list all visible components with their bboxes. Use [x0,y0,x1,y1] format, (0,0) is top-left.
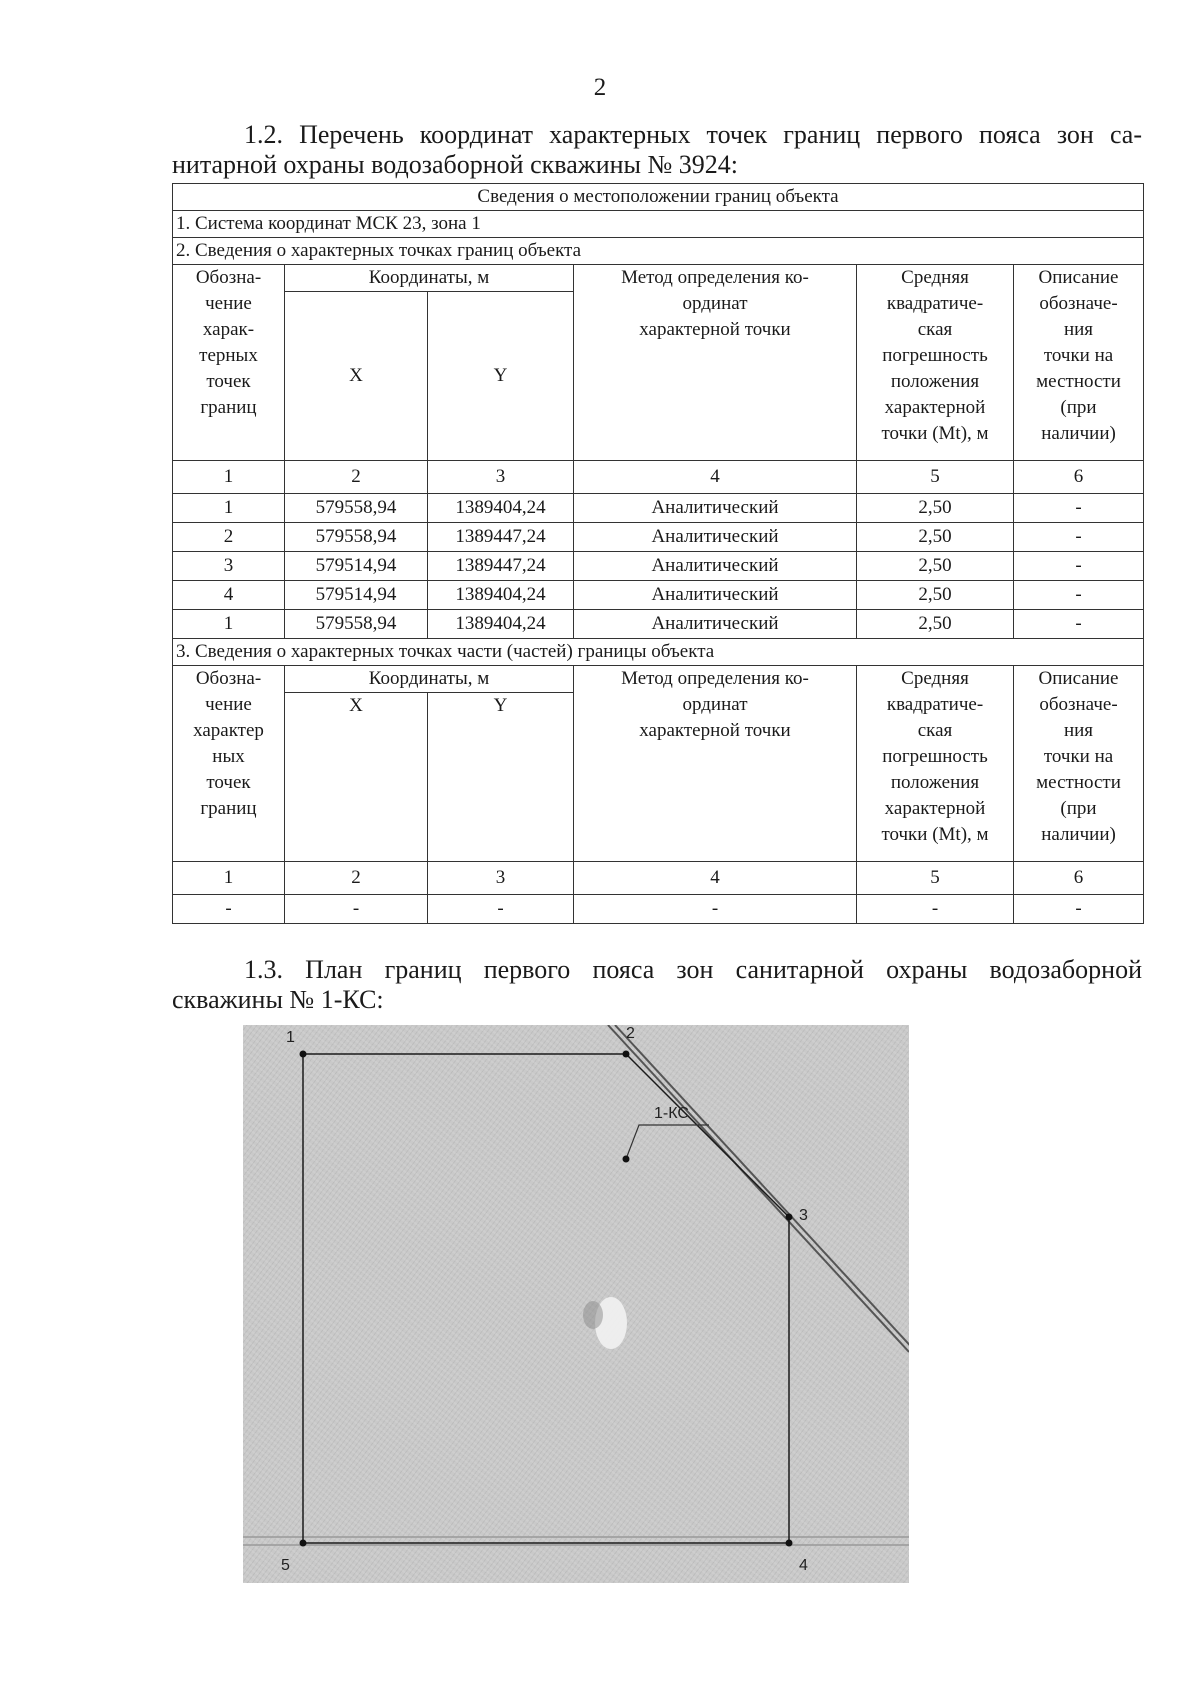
point-label-1: 1 [286,1029,295,1046]
table-row: 3 579514,94 1389447,24 Аналитический 2,50 - [173,552,1144,581]
page-number: 2 [593,74,607,101]
header-x: X [285,693,428,862]
header-x: X [285,292,428,461]
boundary-point-4 [786,1540,793,1547]
header-description: Описание обозначе- ния точки на местности (при наличии) [1014,265,1144,461]
point-label-3: 3 [799,1207,808,1224]
column-number-row: 1 2 3 4 5 6 [173,461,1144,494]
heading-line: 1.3. План границ первого пояса зон санитарной охраны водозаборной [244,955,1142,984]
boundary-plan [243,1025,909,1583]
table-row: 1 579558,94 1389404,24 Аналитический 2,50 - [173,610,1144,639]
road-line [608,1025,909,1352]
boundary-polygon [303,1054,789,1543]
section-heading-1-2 [172,120,1142,180]
plan-drawing [243,1025,909,1583]
header-method: Метод определения ко- ординат характерной точки [574,666,857,862]
heading-line: 1.2. Перечень координат характерных точек границ первого пояса зон са- [244,120,1142,149]
header-designation: Обозна- чение харак- терных точек границ [173,265,285,461]
boundary-point-5 [300,1540,307,1547]
section-heading-1-3 [172,955,1142,1015]
header-description: Описание обозначе- ния точки на местности (при наличии) [1014,666,1144,862]
coordinates-table [172,183,1144,924]
column-number-row: 1 2 3 4 5 6 [173,862,1144,895]
table-row: 1 579558,94 1389404,24 Аналитический 2,50 - [173,494,1144,523]
table-row: 4 579514,94 1389404,24 Аналитический 2,50 - [173,581,1144,610]
part2-title: 2. Сведения о характерных точках границ объекта [173,238,1144,265]
well-point-icon [623,1156,630,1163]
table-row: - - - - - - [173,895,1144,924]
header-coordinates: Координаты, м [285,265,574,292]
boundary-point-1 [300,1051,307,1058]
boundary-point-3 [786,1214,793,1221]
header-designation: Обозна- чение характер ных точек границ [173,666,285,862]
heading-line: скважины № 1-КС: [172,985,384,1014]
table-title: Сведения о местоположении границ объекта [173,184,1144,211]
boundary-point-2 [623,1051,630,1058]
point-label-2: 2 [626,1025,635,1042]
well-label: 1-КС [654,1105,689,1122]
point-label-5: 5 [281,1557,290,1574]
header-error: Средняя квадратиче- ская погрешность положения характерной точки (Mt), м [857,666,1014,862]
heading-line: нитарной охраны водозаборной скважины № 3924: [172,150,739,179]
dark-area [583,1301,603,1329]
coordinate-system: 1. Система координат МСК 23, зона 1 [173,211,1144,238]
table-row: 2 579558,94 1389447,24 Аналитический 2,50 - [173,523,1144,552]
header-error: Средняя квадратиче- ская погрешность положения характерной точки (Mt), м [857,265,1014,461]
header-y: Y [428,693,574,862]
header-y: Y [428,292,574,461]
well-leader-line [626,1125,709,1159]
header-method: Метод определения ко- ординат характерной точки [574,265,857,461]
point-label-4: 4 [799,1557,808,1574]
header-coordinates: Координаты, м [285,666,574,693]
part3-title: 3. Сведения о характерных точках части (частей) границы объекта [173,639,1144,666]
